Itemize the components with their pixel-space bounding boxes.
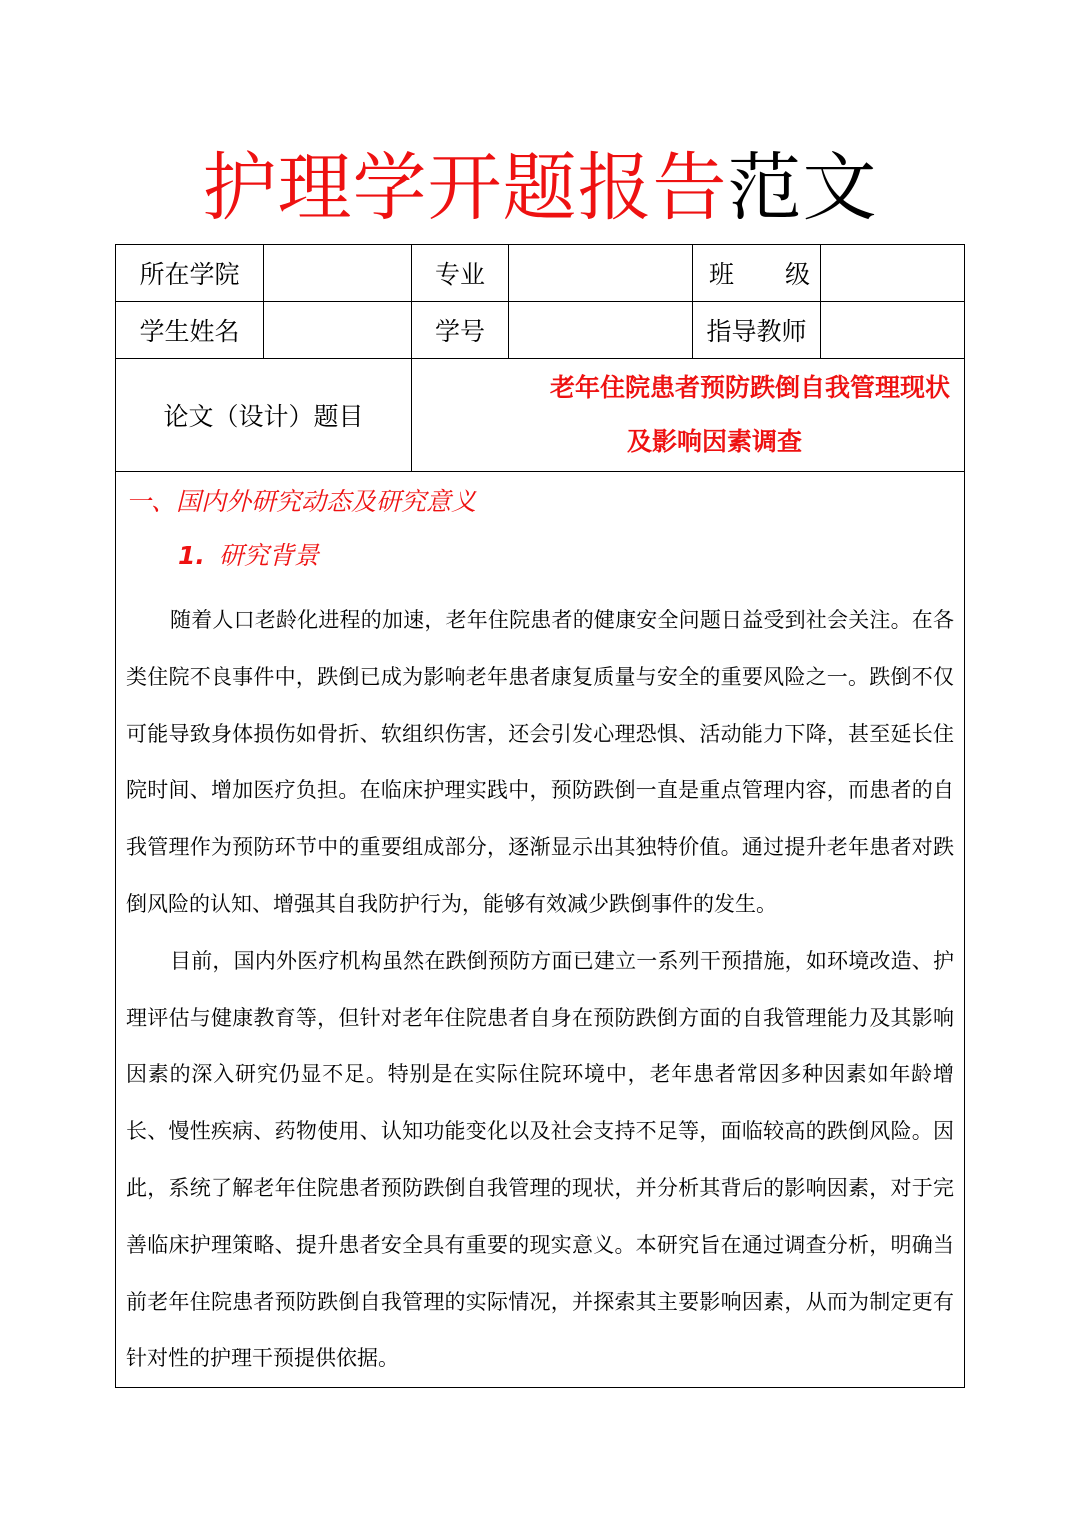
page-title — [0, 138, 1080, 238]
section-heading: 一、国内外研究动态及研究意义 — [126, 487, 477, 516]
class-label-part-1: 班 — [709, 260, 735, 289]
topic-line-1: 老年住院患者预防跌倒自我管理现状 — [549, 373, 950, 402]
class-field[interactable] — [821, 245, 965, 302]
page-title-black: 范文 — [727, 145, 878, 231]
student-id-label: 学号 — [412, 302, 509, 359]
topic-line-2: 及影响因素调查 — [626, 427, 802, 456]
college-field[interactable] — [264, 245, 412, 302]
body-paragraph-2: 目前，国内外医疗机构虽然在跌倒预防方面已建立一系列干预措施，如环境改造、护理评估与健康教育等，但针对老年住院患者自身在预防跌倒方面的自我管理能力及其影响因素的深入研究仍显不足。特别是在实际住院环境中，老年患者常因多种因素如年龄增长、慢性疾病、药物使用、认知功能变化以及社会支持不足等，面临较高的跌倒风险。因此，系统了解老年住院患者预防跌倒自我管理的现状，并分析其背后的影响因素，对于完善临床护理策略、提升患者安全具有重要的现实意义。本研究旨在通过调查分析，明确当前老年住院患者预防跌倒自我管理的实际情况，并探索其主要影响因素，从而为制定更有针对性的护理干预提供依据。 — [126, 948, 954, 1371]
proposal-form-table — [115, 244, 965, 1388]
class-label-part-2: 级 — [784, 260, 810, 289]
student-name-label: 学生姓名 — [116, 302, 264, 359]
sub-heading-text: 研究背景 — [218, 541, 319, 570]
page-title-red: 护理学开题报告 — [202, 145, 728, 231]
form-row-college — [116, 245, 965, 302]
form-row-topic — [116, 359, 965, 472]
form-row-student — [116, 302, 965, 359]
class-label — [693, 245, 821, 302]
advisor-label: 指导教师 — [693, 302, 821, 359]
advisor-field[interactable] — [821, 302, 965, 359]
body-paragraph-1: 随着人口老龄化进程的加速，老年住院患者的健康安全问题日益受到社会关注。在各类住院不良事件中，跌倒已成为影响老年患者康复质量与安全的重要风险之一。跌倒不仅可能导致身体损伤如骨折、软组织伤害，还会引发心理恐惧、活动能力下降，甚至延长住院时间、增加医疗负担。在临床护理实践中，预防跌倒一直是重点管理内容，而患者的自我管理作为预防环节中的重要组成部分，逐渐显示出其独特价值。通过提升老年患者对跌倒风险的认知、增强其自我防护行为，能够有效减少跌倒事件的发生。 — [126, 608, 954, 916]
topic-label: 论文（设计）题目 — [116, 359, 412, 472]
topic-value — [412, 359, 965, 472]
content-body — [116, 472, 964, 1387]
college-label: 所在学院 — [116, 245, 264, 302]
student-name-field[interactable] — [264, 302, 412, 359]
sub-heading — [178, 540, 954, 572]
student-id-field[interactable] — [509, 302, 693, 359]
sub-heading-number: 1. — [178, 541, 205, 570]
form-row-content — [116, 472, 965, 1388]
major-label: 专业 — [412, 245, 509, 302]
major-field[interactable] — [509, 245, 693, 302]
content-cell — [116, 472, 965, 1388]
